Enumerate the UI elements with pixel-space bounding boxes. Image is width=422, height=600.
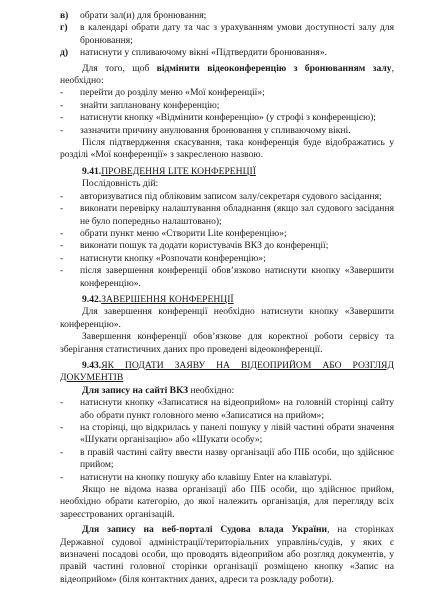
list-text: після завершення конференції обов’язково натиснути кнопку «Завершити конференцію». <box>80 265 394 289</box>
section-heading-942: 9.42.ЗАВЕРШЕННЯ КОНФЕРЕНЦІЇ <box>82 293 234 305</box>
list-item: - виконати перевірку налаштування обладнання (якщо зал судового засідання не було попередньо налаштовано); <box>60 203 394 227</box>
list-text: на сторінці, що відкрилась у панелі пошуку у лівій частині обрати значення «Шукати організацію» або «Шукати особу»; <box>80 422 394 446</box>
list-item: - натиснути на кнопку пошуку або клавішу Enter на клавіатурі. <box>60 471 332 483</box>
list-marker: г) <box>60 22 68 34</box>
list-text: натиснути на кнопку пошуку або клавішу Enter на клавіатурі. <box>80 471 332 483</box>
list-item: - перейти до розділу меню «Мої конференції»; <box>60 87 265 99</box>
cancel-intro-pre: Для того, щоб <box>82 62 157 74</box>
list-text: обрати пункт меню «Створити Lite конференцію»; <box>80 227 287 239</box>
list-item: - на сторінці, що відкрилась у панелі пошуку у лівій частині обрати значення «Шукати організацію» або «Шукати особу»; <box>60 422 394 446</box>
cancel-intro-post: , необхідно: <box>60 62 394 87</box>
list-text: обрати зал(и) для бронювання; <box>80 10 207 21</box>
section-heading-943: 9.43.ЯК ПОДАТИ ЗАЯВУ НА ВІДЕОПРИЙОМ АБО РОЗГЛЯД ДОКУМЕНТІВ <box>60 359 394 384</box>
list-item: - знайти заплановану конференцію; <box>60 99 220 111</box>
cancel-after: Після підтвердження скасування, така конференція буде відображатись у розділі «Мої конференції» з закресленою назвою. <box>60 137 394 161</box>
section-943-web: Для запису на веб-порталі Судова влада України, на сторінках Державної судової адміністрації/територіальних управлінь/судів, у яких є визначені посадові особи, що проводять відеоприйом або розгляд документів, у правій частині головної сторінки організації розміщено кнопку «Запис на відеоприйом» (біля контактних даних, адреси та розкладу роботи). <box>60 524 394 585</box>
list-item: - натиснути кнопку «Розпочати конференцію»; <box>60 252 266 264</box>
section-942-p2: Завершення конференції обов’язкове для коректної роботи сервісу та зберігання статистичних даних про проведені відеоконференції. <box>60 331 394 355</box>
list-text: натиснути у спливаючому вікні «Підтвердити бронювання». <box>80 47 328 59</box>
list-text: виконати пошук та додати користувачів ВКЗ до конференції; <box>80 240 329 252</box>
list-item: - авторизуватися під обліковим записом залу/секретаря судового засідання; <box>60 190 382 202</box>
section-heading-941: 9.41.ПРОВЕДЕННЯ LITE КОНФЕРЕНЦІЇ <box>82 165 256 177</box>
list-text: перейти до розділу меню «Мої конференції»; <box>80 87 265 99</box>
cancel-intro <box>60 63 394 88</box>
section-942-p1: Для завершення конференції необхідно натиснути кнопку «Завершити конференцію». <box>60 306 394 330</box>
text-column <box>60 10 394 586</box>
list-text: зазначити причину анулювання бронювання у спливаючому вікні. <box>80 124 351 136</box>
list-text: в правій частині сайту ввести назву організації або ПІБ особи, що здійснює прийом; <box>80 446 394 471</box>
list-text: натиснути кнопку «Відмінити конференцію» (у строфі з конференцією); <box>80 112 376 124</box>
list-text: виконати перевірку налаштування обладнання (якщо зал судового засідання не було попередньо налаштовано); <box>80 203 394 227</box>
list-item: - натиснути кнопку «Відмінити конференцію» (у строфі з конференцією); <box>60 112 376 124</box>
list-text: в календарі обрати дату та час з урахуванням умови доступності залу для бронювання; <box>80 22 394 46</box>
list-item: - обрати пункт меню «Створити Lite конференцію»; <box>60 227 287 239</box>
sequence-label: Послідовність дій: <box>82 178 159 190</box>
list-item: - натиснути кнопку «Записатися на відеоприйом» на головній сторінці сайту або обрати пункт головного меню «Записатися на прийом»; <box>60 397 394 421</box>
sub-bold: Для запису на сайті ВКЗ <box>82 384 189 396</box>
cancel-intro-bold: відмінити відеоконференцію з бронюванням залу <box>156 62 392 74</box>
list-item: - виконати пошук та додати користувачів ВКЗ до конференції; <box>60 240 329 252</box>
list-text: натиснути кнопку «Розпочати конференцію»; <box>80 252 266 264</box>
section-943-after: Якщо не відома назва організації або ПІБ особи, що здійснює прийом, необхідно обрати категорію, до якої належить організація, для перегляду всіх зареєстрованих організацій. <box>60 484 394 520</box>
list-item <box>60 22 394 47</box>
web-bold: Для запису на веб-порталі Судова влада України <box>82 524 328 536</box>
list-item: - зазначити причину анулювання бронювання у спливаючому вікні. <box>60 124 351 136</box>
list-marker: в) <box>60 10 69 21</box>
list-text: знайти заплановану конференцію; <box>80 99 220 111</box>
list-text: натиснути кнопку «Записатися на відеоприйом» на головній сторінці сайту або обрати пункт головного меню «Записатися на прийом»; <box>80 397 394 421</box>
list-text: авторизуватися під обліковим записом залу/секретаря судового засідання; <box>80 190 382 202</box>
list-item <box>60 10 394 22</box>
section-943-sub: Для запису на сайті ВКЗ необхідно: <box>82 384 235 396</box>
list-item <box>60 47 394 59</box>
list-item: - після завершення конференції обов’язково натиснути кнопку «Завершити конференцію». <box>60 265 394 289</box>
list-item: - в правій частині сайту ввести назву організації або ПІБ особи, що здійснює прийом; <box>60 446 394 471</box>
list-marker: д) <box>60 47 69 59</box>
